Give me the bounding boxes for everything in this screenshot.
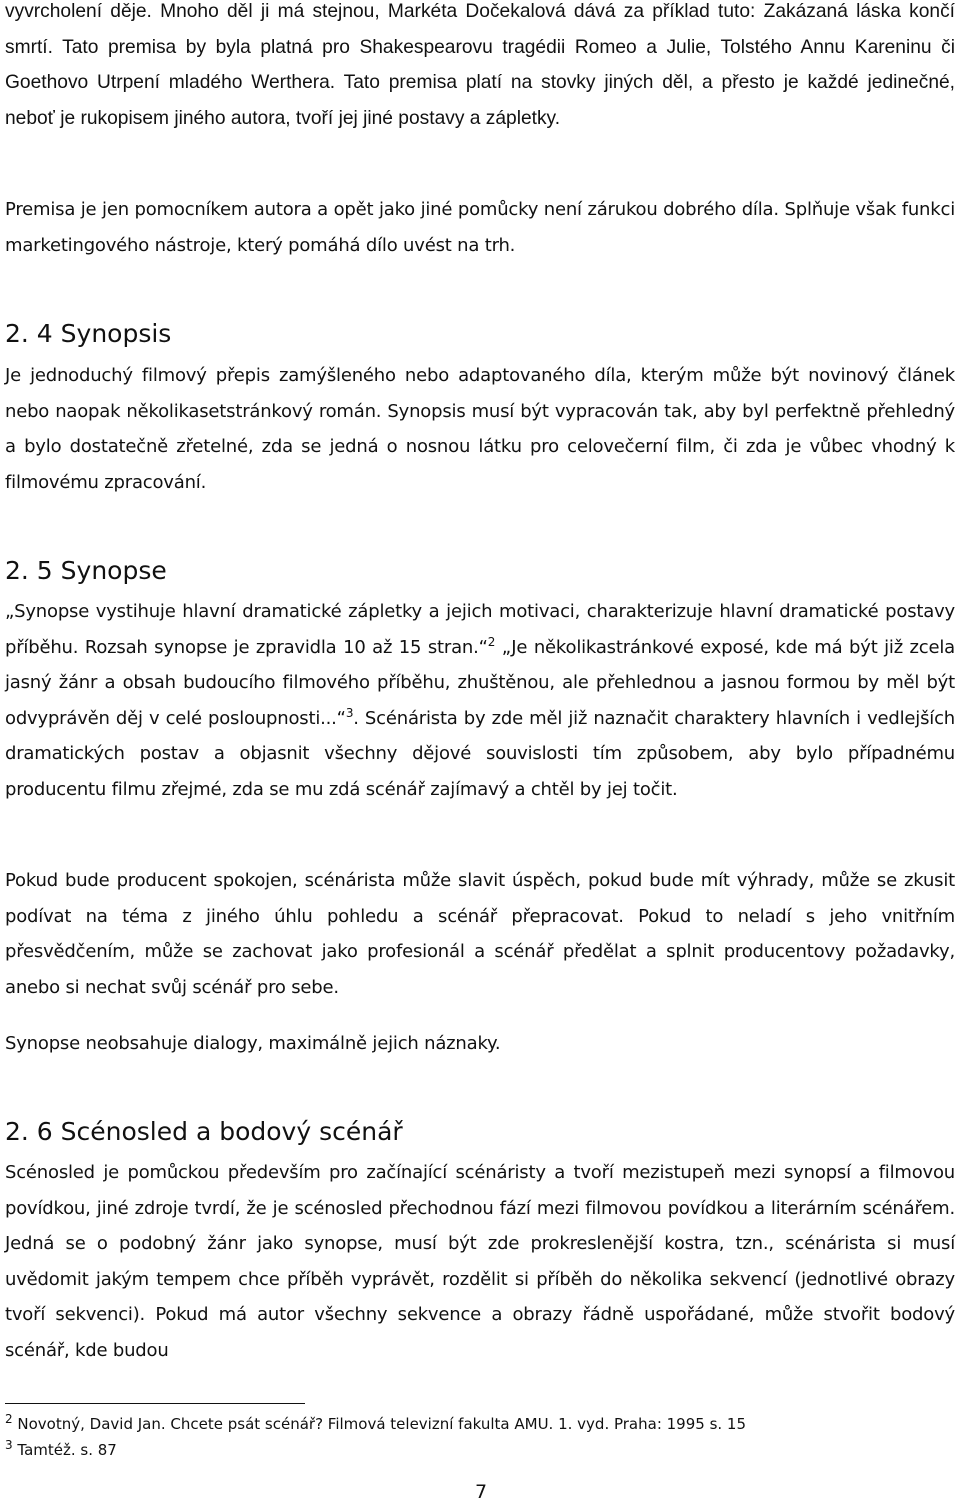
paragraph-dialogy: Synopse neobsahuje dialogy, maximálně jejich náznaky. bbox=[5, 1033, 501, 1054]
paragraph-synopse bbox=[5, 594, 955, 807]
footnote-2-text: Novotný, David Jan. Chcete psát scénář? Filmová televizní fakulta AMU. 1. vyd. Praha: 1995 s. 15 bbox=[12, 1415, 747, 1433]
footnote-divider bbox=[5, 1403, 305, 1404]
footnote-ref-2: 2 bbox=[487, 634, 496, 649]
page-number: 7 bbox=[475, 1481, 488, 1503]
synopse-quote-2: „Je několikastránkové exposé, kde má být již zcela jasný žánr a obsah budoucího filmového příběhu, zhuštěnou, ale přehlednou a jasnou formou by měl být odvyprávěn děj v celé posloupnosti...“ bbox=[5, 636, 955, 729]
synopse-rest: . Scénárista by zde měl již naznačit charaktery hlavních i vedlejších dramatických postav a objasnit všechny dějové souvislosti tím způsobem, aby bylo případnému producentu filmu zřejmé, zda se mu zdá scénář zajímavý a chtěl by jej točit. bbox=[5, 707, 955, 800]
paragraph-scenosled: Scénosled je pomůckou především pro začínající scénáristy a tvoří mezistupeň mezi synopsí a filmovou povídkou, jiné zdroje tvrdí, že je scénosled přechodnou fází mezi filmovou povídkou a literárním scénářem. Jedná se o podobný žánr jako synopse, musí být zde prokreslenější kostra, tzn., scénárista si musí uvědomit jakým tempem chce příběh vyprávět, rozdělit si příběh do několika sekvencí (jednotlivé obrazy tvoří sekvenci). Pokud má autor všechny sekvence a obrazy řádně uspořádané, může stvořit bodový scénář, kde budou bbox=[5, 1162, 955, 1361]
footnote-2-mark: 2 bbox=[5, 1412, 13, 1426]
paragraph-producent: Pokud bude producent spokojen, scénárista může slavit úspěch, pokud bude mít výhrady, může se zkusit podívat na téma z jiného úhlu pohledu a scénář přepracovat. Pokud to neladí s jeho vnitřním přesvědčením, může se zachovat jako profesionál a scénář předělat a splnit producentovy požadavky, anebo si nechat svůj scénář pro sebe. bbox=[5, 870, 955, 998]
heading-scenosled: 2. 6 Scénosled a bodový scénář bbox=[5, 1117, 403, 1146]
footnote-3 bbox=[5, 1438, 955, 1462]
footnote-3-mark: 3 bbox=[5, 1438, 13, 1452]
paragraph-premisa-examples: vyvrcholení děje. Mnoho děl ji má stejnou, Markéta Dočekalová dává za příklad tuto: Zakázaná láska končí smrtí. Tato premisa by byla platná pro Shakespearovu tragédii Romeo a Julie, Tolstého Annu Kareninu či Goethovo Utrpení mladého Werthera. Tato premisa platí na stovky jiných děl, a přesto je každé jedinečné, neboť je rukopisem jiného autora, tvoří jej jiné postavy a zápletky. bbox=[5, 1, 955, 129]
footnote-3-text: Tamtéž. s. 87 bbox=[12, 1441, 117, 1459]
paragraph-premisa-tool: Premisa je jen pomocníkem autora a opět jako jiné pomůcky není zárukou dobrého díla. Splňuje však funkci marketingového nástroje, který pomáhá dílo uvést na trh. bbox=[5, 199, 955, 256]
heading-synopse: 2. 5 Synopse bbox=[5, 556, 167, 585]
heading-synopsis: 2. 4 Synopsis bbox=[5, 319, 172, 348]
paragraph-synopsis: Je jednoduchý filmový přepis zamýšleného nebo adaptovaného díla, kterým může být novinový článek nebo naopak několikasetstránkový román. Synopsis musí být vypracován tak, aby byl perfektně přehledný a bylo dostatečně zřetelné, zda se jedná o nosnou látku pro celovečerní film, či zda je vůbec vhodný k filmovému zpracování. bbox=[5, 365, 955, 493]
synopse-quote-1: „Synopse vystihuje hlavní dramatické zápletky a jejich motivaci, charakterizuje hlavní dramatické postavy příběhu. Rozsah synopse je zpravidla 10 až 15 stran.“ bbox=[5, 601, 955, 658]
footnote-2 bbox=[5, 1412, 955, 1436]
footnote-ref-3: 3 bbox=[345, 705, 354, 720]
